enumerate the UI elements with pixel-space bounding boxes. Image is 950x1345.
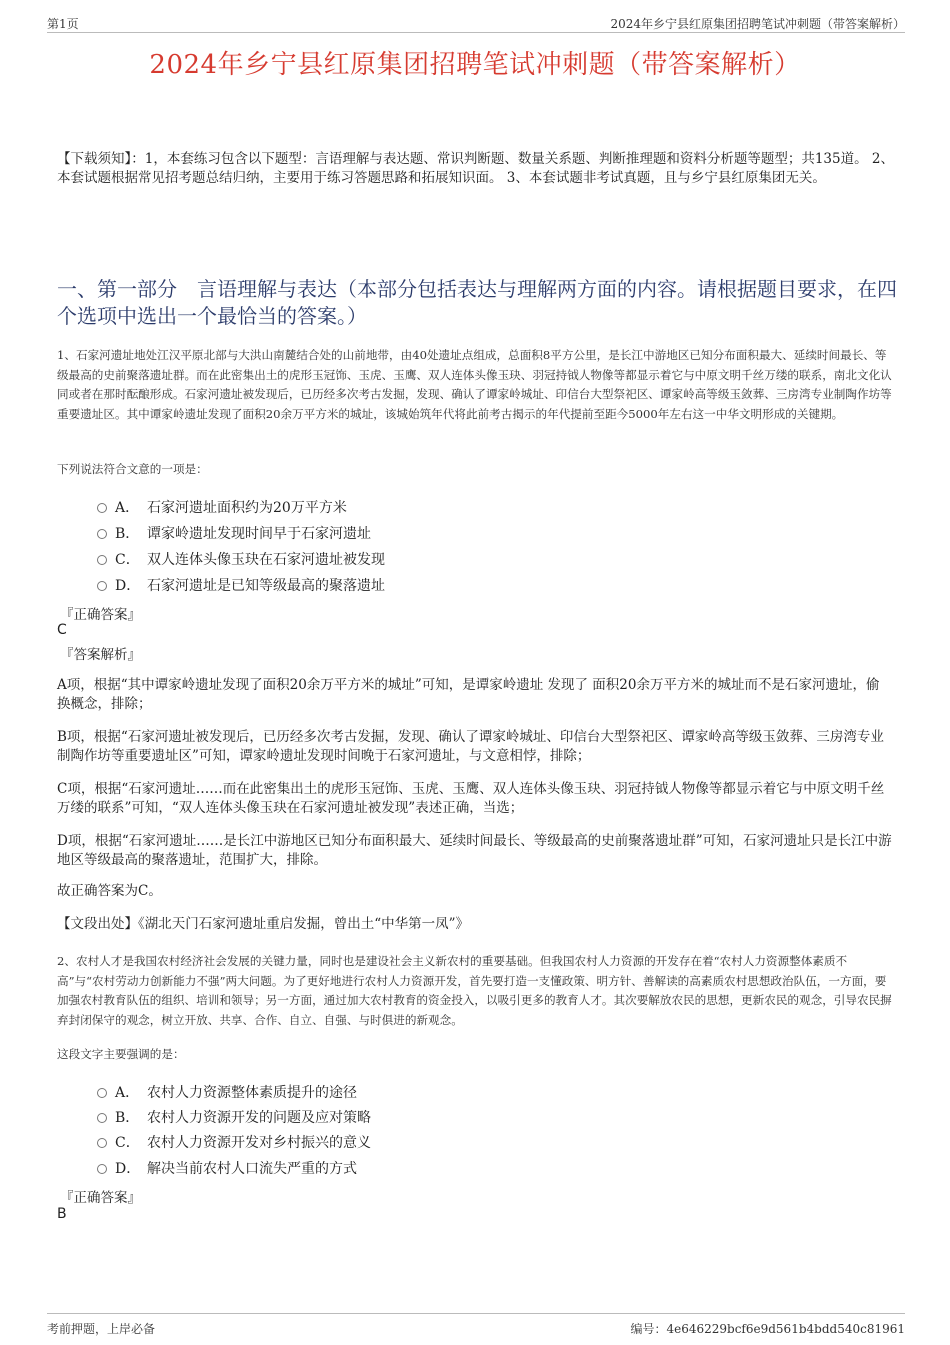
section-heading: 一、第一部分 言语理解与表达（本部分包括表达与理解两方面的内容。请根据题目要求，在四个选项中选出一个最恰当的答案。） xyxy=(57,277,897,328)
radio-icon[interactable] xyxy=(97,1113,107,1123)
question-1-option-c[interactable]: C． 双人连体头像玉玦在石家河遗址被发现 xyxy=(97,549,385,569)
source-citation: 【文段出处】《湖北天门石家河遗址重启发掘，曾出土“中华第一凤”》 xyxy=(57,916,470,932)
radio-icon[interactable] xyxy=(97,1164,107,1174)
question-2-option-d[interactable]: D． 解决当前农村人口流失严重的方式 xyxy=(97,1158,357,1178)
question-1-option-b[interactable]: B． 谭家岭遗址发现时间早于石家河遗址 xyxy=(97,523,371,543)
answer-value: C xyxy=(57,622,67,638)
footer-doc-id: 编号：4e646229bcf6e9d561b4bdd540c81961 xyxy=(630,1322,905,1336)
radio-icon[interactable] xyxy=(97,1088,107,1098)
radio-icon[interactable] xyxy=(97,581,107,591)
footer-slogan: 考前押题，上岸必备 xyxy=(47,1322,156,1336)
download-notice: 【下载须知】：1，本套练习包含以下题型：言语理解与表达题、常识判断题、数量关系题、判断推理题和资料分析题等题型；共135道。 2、本套试题根据常见招考题总结归纳，主要用于练习答题思路和拓展知识面。 3、本套试题非考试真题，且与乡宁县红原集团无关。 xyxy=(57,151,894,186)
analysis-d: D项，根据“石家河遗址……是长江中游地区已知分布面积最大、延续时间最长、等级最高的史前聚落遗址群”可知，石家河遗址只是长江中游地区等级最高的聚落遗址，范围扩大，排除。 xyxy=(57,833,892,868)
question-2-option-c[interactable]: C． 农村人力资源开发对乡村振兴的意义 xyxy=(97,1132,371,1152)
analysis-b: B项，根据“石家河遗址被发现后，已历经多次考古发掘，发现、确认了谭家岭城址、印信台大型祭祀区、谭家岭高等级玉敛葬、三房湾专业制陶作坊等重要遗址区”可知，谭家岭遗址发现时间晚于石家河遗址，与文意相悖，排除； xyxy=(57,729,884,764)
document-title: 2024年乡宁县红原集团招聘笔试冲刺题（带答案解析） xyxy=(149,50,801,80)
answer-label-2: 『正确答案』 xyxy=(60,1190,141,1206)
question-2-option-a[interactable]: A． 农村人力资源整体素质提升的途径 xyxy=(97,1082,357,1102)
question-2-text: 2、农村人才是我国农村经济社会发展的关键力量，同时也是建设社会主义新农村的重要基础。但我国农村人力资源的开发存在着“农村人力资源整体素质不高”与“农村劳动力创新能力不强”两大问题。为了更好地进行农村人力资源开发，首先要打造一支懂政策、明方针、善解读的高素质农村思想政治队伍，一方面，要加强农村教育队伍的组织、培训和领导；另一方面，通过加大农村教育的资金投入，以吸引更多的教育人才。其次要解放农民的思想，更新农民的观念，引导农民摒弃封闭保守的观念，树立开放、共享、合作、自立、自强、与时俱进的新观念。 xyxy=(57,954,892,1027)
analysis-label: 『答案解析』 xyxy=(60,647,141,663)
analysis-a: A项，根据“其中谭家岭遗址发现了面积20余万平方米的城址”可知，是谭家岭遗址 发现了 面积20余万平方米的城址而不是石家河遗址，偷换概念，排除； xyxy=(57,677,880,712)
question-1-prompt: 下列说法符合文意的一项是： xyxy=(57,462,208,476)
header-doc-title: 2024年乡宁县红原集团招聘笔试冲刺题（带答案解析） xyxy=(610,17,905,31)
conclusion: 故正确答案为C。 xyxy=(57,883,162,899)
radio-icon[interactable] xyxy=(97,555,107,565)
radio-icon[interactable] xyxy=(97,503,107,513)
question-1-option-d[interactable]: D． 石家河遗址是已知等级最高的聚落遗址 xyxy=(97,575,385,595)
question-2-option-b[interactable]: B． 农村人力资源开发的问题及应对策略 xyxy=(97,1107,371,1127)
question-1-option-a[interactable]: A． 石家河遗址面积约为20万平方米 xyxy=(97,497,347,517)
question-1-text: 1、石家河遗址地处江汉平原北部与大洪山南麓结合处的山前地带，由40处遗址点组成，总面积8平方公里，是长江中游地区已知分布面积最大、延续时间最长、等级最高的史前聚落遗址群。而在此密集出土的虎形玉冠饰、玉虎、玉鹰、双人连体头像玉玦、羽冠持钺人物像等都显示着它与中原文明千丝万缕的联系，南北文化认同或者在那时酝酿形成。石家河遗址被发现后，已历经多次考古发掘，发现、确认了谭家岭城址、印信台大型祭祀区、谭家岭高等级玉敛葬、三房湾专业制陶作坊等重要遗址区。其中谭家岭遗址发现了面积20余万平方米的城址，该城始筑年代将此前考古揭示的年代提前至距今5000年左右这一中华文明形成的关键期。 xyxy=(57,348,892,421)
question-2-prompt: 这段文字主要强调的是： xyxy=(57,1047,185,1061)
radio-icon[interactable] xyxy=(97,529,107,539)
page-footer xyxy=(47,1313,905,1336)
answer-value-2: B xyxy=(57,1206,67,1222)
radio-icon[interactable] xyxy=(97,1138,107,1148)
page-number: 第1页 xyxy=(47,17,79,31)
answer-label: 『正确答案』 xyxy=(60,607,141,623)
page-header xyxy=(47,12,905,33)
analysis-c: C项，根据“石家河遗址……而在此密集出土的虎形玉冠饰、玉虎、玉鹰、双人连体头像玉玦、羽冠持钺人物像等都显示着它与中原文明千丝万缕的联系”可知，“双人连体头像玉玦在石家河遗址被发现”表述正确，当选； xyxy=(57,781,885,816)
